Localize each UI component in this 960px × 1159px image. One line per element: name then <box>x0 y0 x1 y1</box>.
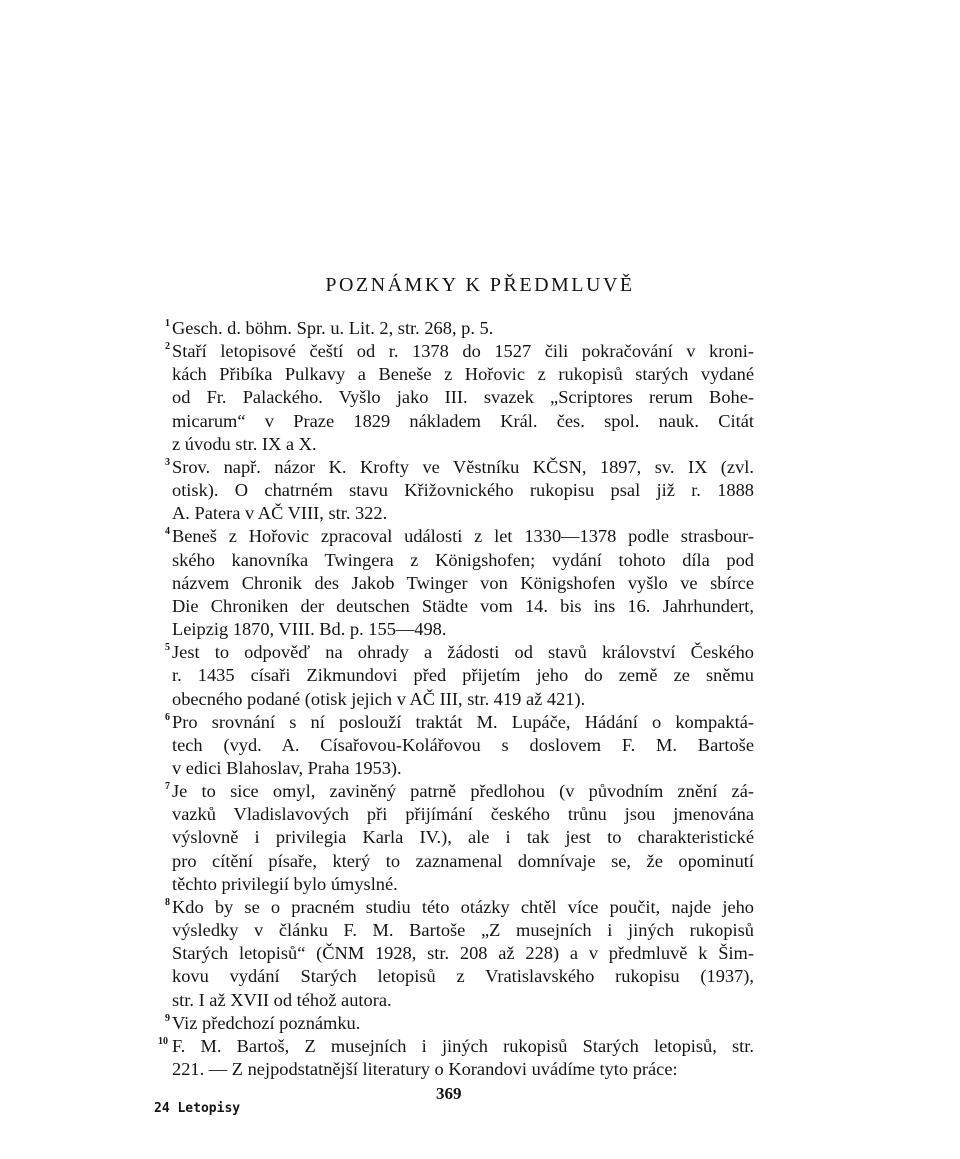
footnote-text-line: názvem Chronik des Jakob Twinger von Königshofen vyšlo ve sbírce <box>172 572 754 593</box>
footnote-number: 4 <box>165 526 170 538</box>
footnote-text-line: tech (vyd. A. Císařovou-Kolářovou s doslovem F. M. Bartoše <box>172 734 754 755</box>
footnote-item <box>154 896 754 1012</box>
footnote-item <box>154 1012 754 1035</box>
footnote-item <box>154 456 754 525</box>
footnotes-list <box>154 317 754 1081</box>
footnote-text-line: obecného podané (otisk jejich v AČ III, str. 419 až 421). <box>172 688 586 709</box>
footnote-item <box>154 641 754 710</box>
page-number: 369 <box>436 1084 462 1103</box>
footnote-text-line: Jest to odpověď na ohrady a žádosti od stavů království Českého <box>172 642 754 663</box>
footnote-text-line: Srov. např. názor K. Krofty ve Věstníku KČSN, 1897, sv. IX (zvl. <box>172 456 754 477</box>
footnote-text-line: Staří letopisové čeští od r. 1378 do 1527 čili pokračování v kroni- <box>172 341 754 362</box>
footnote-text-line: od Fr. Palackého. Vyšlo jako III. svazek „Scriptores rerum Bohe- <box>172 387 754 408</box>
footnote-item <box>154 780 754 896</box>
footnote-item <box>154 711 754 780</box>
footnote-text-line: otisk). O chatrném stavu Křižovnického rukopisu psal již r. 1888 <box>172 480 754 501</box>
footnote-number: 3 <box>165 456 170 468</box>
footnote-text-line: r. 1435 císaři Zikmundovi před přijetím jeho do země ze sněmu <box>172 665 754 686</box>
footnote-number: 1 <box>165 318 170 329</box>
footnote-text-line: A. Patera v AČ VIII, str. 322. <box>172 503 388 524</box>
footnote-text-line: Die Chroniken der deutschen Städte vom 14. bis ins 16. Jahrhundert, <box>172 595 754 616</box>
footnote-number: 7 <box>165 781 170 793</box>
footnote-item <box>154 317 754 340</box>
footnote-number: 5 <box>165 642 170 654</box>
footnote-text-line: výslovně i privilegia Karla IV.), ale i tak jest to charakteristické <box>172 827 754 848</box>
footnote-text-line: str. I až XVII od téhož autora. <box>172 989 392 1010</box>
footnote-text-line: v edici Blahoslav, Praha 1953). <box>172 757 402 778</box>
footnote-item <box>154 525 754 641</box>
footnote-text-line: Je to sice omyl, zaviněný patrně předlohou (v původním znění zá- <box>172 781 754 802</box>
footnote-number: 9 <box>165 1012 170 1024</box>
footnote-text-line: ského kanovníka Twingera z Königshofen; vydání tohoto díla pod <box>172 549 754 570</box>
footnote-text-line: Starých letopisů“ (ČNM 1928, str. 208 až 228) a v předmluvě k Šim- <box>172 943 754 964</box>
footnote-text-line: pro cítění písaře, který to zaznamenal domnívaje se, že opominutí <box>172 850 754 871</box>
footnote-number: 8 <box>165 896 170 908</box>
footnote-text-line: Gesch. d. böhm. Spr. u. Lit. 2, str. 268, p. 5. <box>172 318 494 338</box>
footnote-text-line: micarum“ v Praze 1829 nákladem Král. čes. spol. nauk. Citát <box>172 410 754 431</box>
footnote-text-line: z úvodu str. IX a X. <box>172 433 317 454</box>
page-title: POZNÁMKY K PŘEDMLUVĚ <box>325 274 635 296</box>
footnote-number: 6 <box>165 711 170 723</box>
footnote-text-line: Kdo by se o pracném studiu této otázky chtěl více poučit, najde jeho <box>172 896 754 917</box>
footnote-text-line: Pro srovnání s ní poslouží traktát M. Lupáče, Hádání o kompaktá- <box>172 711 754 732</box>
footnote-number: 2 <box>165 341 170 353</box>
footnote-text-line: 221. — Z nejpodstatnější literatury o Korandovi uvádíme tyto práce: <box>172 1059 678 1079</box>
footnote-text-line: Leipzig 1870, VIII. Bd. p. 155—498. <box>172 619 447 640</box>
footnote-text-line: Viz předchozí poznámku. <box>172 1012 361 1033</box>
footnote-text-line: kách Přibíka Pulkavy a Beneše z Hořovic z rukopisů starých vydané <box>172 364 754 385</box>
footnote-item <box>154 340 754 456</box>
signature-mark: 24 Letopisy <box>154 1101 241 1116</box>
footnote-text-line: výsledky v článku F. M. Bartoše „Z musejních i jiných rukopisů <box>172 920 754 941</box>
footnote-item <box>154 1035 754 1081</box>
footnote-text-line: F. M. Bartoš, Z musejních i jiných rukopisů Starých letopisů, str. <box>172 1035 754 1056</box>
footnote-text-line: těchto privilegií bylo úmyslné. <box>172 873 398 894</box>
footnote-number: 10 <box>158 1035 168 1047</box>
footnote-text-line: kovu vydání Starých letopisů z Vratislavského rukopisu (1937), <box>172 966 754 987</box>
footnote-text-line: vazků Vladislavových při přijímání českého trůnu jsou jmenována <box>172 804 754 825</box>
footnote-text-line: Beneš z Hořovic zpracoval události z let 1330—1378 podle strasbour- <box>172 526 754 547</box>
